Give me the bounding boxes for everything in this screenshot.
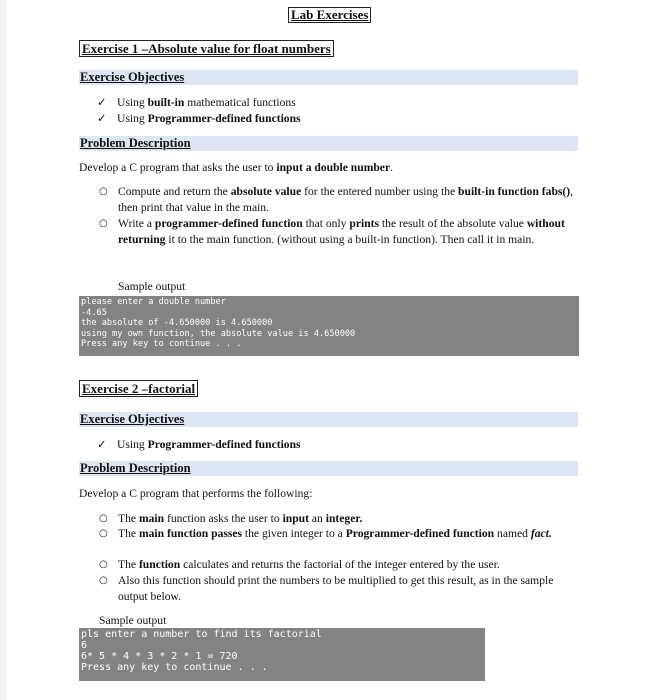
exercise2-bullet-4: ○ Also this function should print the numbers to be multiplied to get this result, as in the sample output below. — [99, 574, 554, 603]
exercise2-console-output — [79, 628, 485, 681]
exercise1-objectives-title: Exercise Objectives — [80, 70, 185, 84]
console-line: please enter a double number — [81, 297, 226, 307]
console-line: -4.65 — [81, 307, 107, 318]
exercise1-problem-intro: Develop a C program that asks the user to input a double number. — [79, 161, 393, 174]
console-line: 6* 5 * 4 * 3 * 2 * 1 = 720 — [81, 651, 238, 662]
exercise2-bullet-1: ○ The main function asks the user to input an integer. — [99, 512, 363, 525]
check-icon: ✓ — [97, 112, 107, 125]
console-line: Press any key to continue . . . — [81, 662, 268, 673]
exercise2-objectives-title: Exercise Objectives — [80, 412, 185, 426]
exercise1-sample-label: Sample output — [118, 280, 186, 293]
exercise2-problem-band — [79, 461, 578, 476]
circle-bullet-icon: ○ — [99, 218, 108, 229]
console-line: Press any key to continue . . . — [81, 339, 242, 349]
exercise2-bullet-2: ○ The main function passes the given integer to a Programmer-defined function named fact. — [99, 527, 552, 540]
exercise1-problem-band — [79, 136, 578, 151]
page-title: Lab Exercises — [288, 7, 371, 23]
circle-bullet-icon: ○ — [99, 513, 108, 524]
exercise1-objective-2: ✓ Using Programmer-defined functions — [97, 112, 301, 125]
circle-bullet-icon: ○ — [99, 186, 108, 197]
exercise1-objectives-band — [79, 70, 578, 85]
exercise2-bullet-3: ○ The function calculates and returns the factorial of the integer entered by the user. — [99, 558, 500, 571]
console-line: the absolute of -4.650000 is 4.650000 — [81, 318, 273, 328]
exercise1-console-output — [79, 296, 579, 356]
check-icon: ✓ — [97, 438, 107, 451]
exercise1-problem-title: Problem Description — [80, 136, 191, 150]
console-line: 6 — [81, 640, 88, 651]
console-line: pls enter a number to find its factorial — [81, 629, 322, 640]
exercise1-heading: Exercise 1 –Absolute value for float numbers — [79, 40, 334, 57]
page-edge — [0, 0, 6, 700]
circle-bullet-icon: ○ — [99, 528, 108, 539]
exercise1-bullet-2: ○ Write a programmer-defined function that only prints the result of the absolute value without returning it to the main function. (without using a built-in function). Then call it in main. — [99, 217, 565, 246]
exercise2-problem-intro: Develop a C program that performs the following: — [79, 487, 313, 500]
exercise2-heading: Exercise 2 –factorial — [79, 380, 198, 397]
exercise2-objectives-band — [79, 412, 578, 427]
exercise1-bullet-1: ○ Compute and return the absolute value for the entered number using the built-in function fabs(), then print that value in the main. — [99, 185, 574, 214]
exercise2-problem-title: Problem Description — [80, 461, 191, 475]
exercise2-sample-label: Sample output — [99, 614, 167, 627]
circle-bullet-icon: ○ — [99, 575, 108, 586]
exercise2-objective-1: ✓ Using Programmer-defined functions — [97, 438, 301, 451]
circle-bullet-icon: ○ — [99, 559, 108, 570]
console-line: using my own function, the absolute value is 4.650000 — [81, 328, 356, 339]
exercise1-objective-1: ✓ Using built-in mathematical functions — [97, 96, 296, 109]
check-icon: ✓ — [97, 96, 107, 109]
